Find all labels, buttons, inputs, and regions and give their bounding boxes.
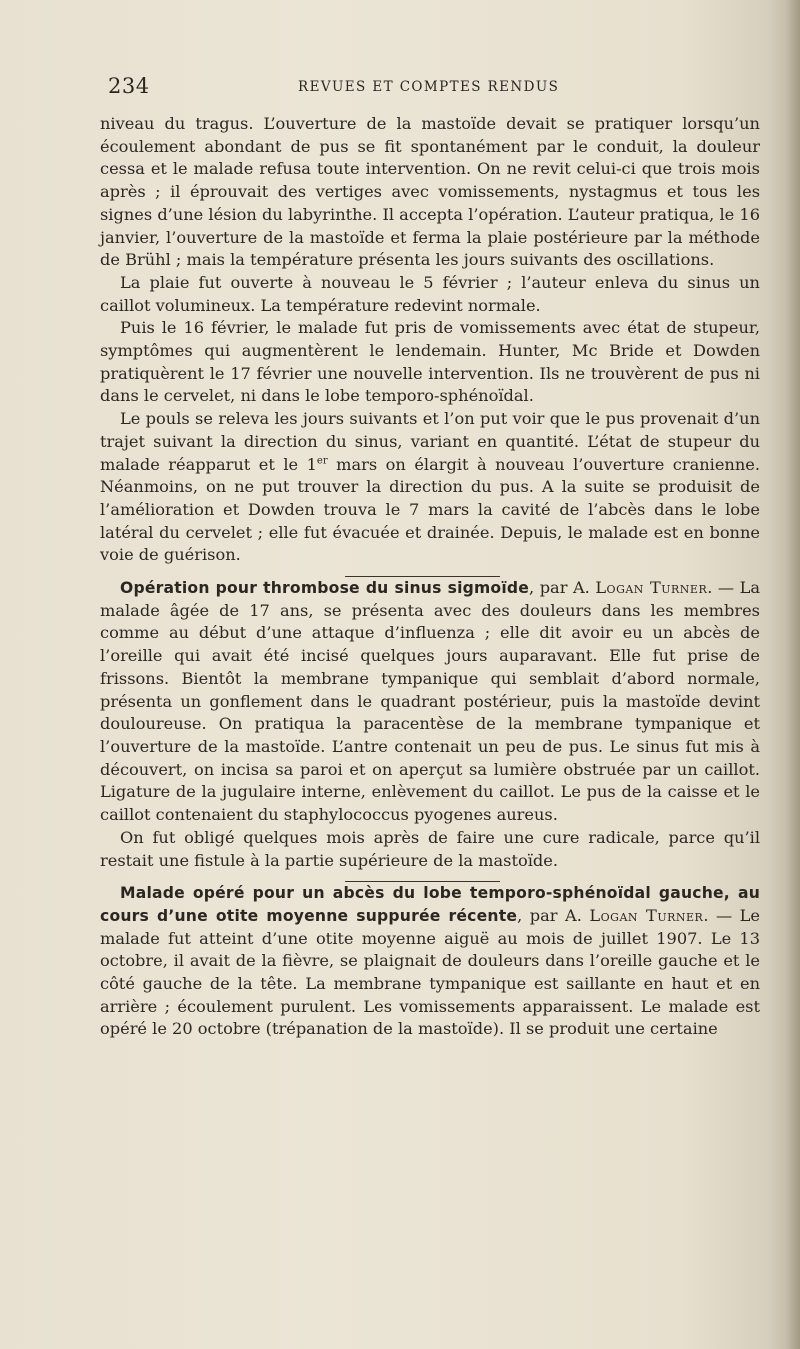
paragraph: On fut obligé quelques mois après de faire une cure radicale, parce qu’il restait une fistule à la partie supérieure de la mastoïde. [100, 827, 760, 870]
paragraph: La plaie fut ouverte à nouveau le 5 février ; l’auteur enleva du sinus un caillot volumineux. La température redevint normale. [100, 272, 760, 315]
paragraph-text: . — La malade âgée de 17 ans, se présenta avec des douleurs dans les membres comme au début d’une attaque d’influenza ; elle dit avoir eu un abcès de l’oreille qui avait été incisé quelques jours auparavant. Elle fut prise de frissons. Bientôt la membrane tympanique qui semblait d’abord normale, présenta un gonflement dans le quadrant postérieur, puis la mastoïde devint douloureuse. On pratiqua la paracentèse de la membrane tympanique et l’ouverture de la mastoïde. L’antre contenait un peu de pus. Le sinus fut mis à découvert, on incisa sa paroi et on aperçut sa lumière obstruée par un caillot. Ligature de la jugulaire interne, enlèvement du caillot. Le pus de la caisse et le caillot contenaient du staphylococcus pyogenes aureus. [100, 578, 761, 825]
paragraph-text: mars on élargit à nouveau l’ouverture cranienne. Néanmoins, on ne put trouver la direction du pus. A la suite se produisit de l’amélioration et Dowden trouva le 7 mars la cavité de l’abcès dans le lobe latéral du cervelet ; elle fut évacuée et drainée. Depuis, le malade est en bonne voie de guérison. [100, 454, 760, 565]
running-head: REVUES ET COMPTES RENDUS [298, 79, 560, 95]
section-paragraph [100, 577, 760, 827]
paragraph: Puis le 16 février, le malade fut pris de vomissements avec état de stupeur, symptômes qui augmentèrent le lendemain. Hunter, Mc Bride et Dowden pratiquèrent le 17 février une nouvelle intervention. Ils ne trouvèrent de pus ni dans le cervelet, ni dans le lobe temporo-sphénoïdal. [100, 318, 760, 406]
section-title: Opération pour thrombose du sinus sigmoïde [120, 579, 530, 598]
paragraph: niveau du tragus. L’ouverture de la mastoïde devait se pratiquer lorsqu’un écoulement abondant de pus se fit spontanément par le conduit, la douleur cessa et le malade refusa toute intervention. On ne revit celui-ci que trois mois après ; il éprouvait des vertiges avec vomissements, nystagmus et tous les signes d’une lésion du labyrinthe. Il accepta l’opération. L’auteur pratiqua, le 16 janvier, l’ouverture de la mastoïde et ferma la plaie postérieure par la méthode de Brühl ; mais la température présenta les jours suivants des oscillations. [100, 114, 760, 270]
page-header [108, 72, 768, 102]
author-name: Logan Turner [595, 578, 708, 598]
byline: , par A. [517, 905, 590, 925]
paragraph [100, 408, 760, 567]
byline: , par A. [529, 578, 596, 598]
superscript: er [316, 455, 328, 467]
main-text [100, 113, 760, 1041]
section-paragraph [100, 882, 760, 1041]
page-number: 234 [108, 74, 150, 98]
page-edge-shadow [786, 0, 800, 1349]
section-title: Malade opéré pour un abcès du lobe temporo-sphénoïdal gauche, au cours d’une otite moyenne suppurée récente [100, 884, 760, 925]
paragraph-text: . — Le malade fut atteint d’une otite moyenne aiguë au mois de juillet 1907. Le 13 octobre, il avait de la fièvre, se plaignait de douleurs dans l’oreille gauche et le côté gauche de la tête. La membrane tympanique est saillante en haut et en arrière ; écoulement purulent. Les vomissements apparaissent. Le malade est opéré le 20 octobre (trépanation de la mastoïde). Il se produit une certaine [100, 905, 760, 1039]
author-name: Logan Turner [589, 905, 704, 925]
paragraph-text: Le pouls se releva les jours suivants et l’on put voir que le pus provenait d’un trajet suivant la direction du sinus, variant en quantité. L’état de stupeur du malade réapparut et le 1 [100, 409, 760, 474]
